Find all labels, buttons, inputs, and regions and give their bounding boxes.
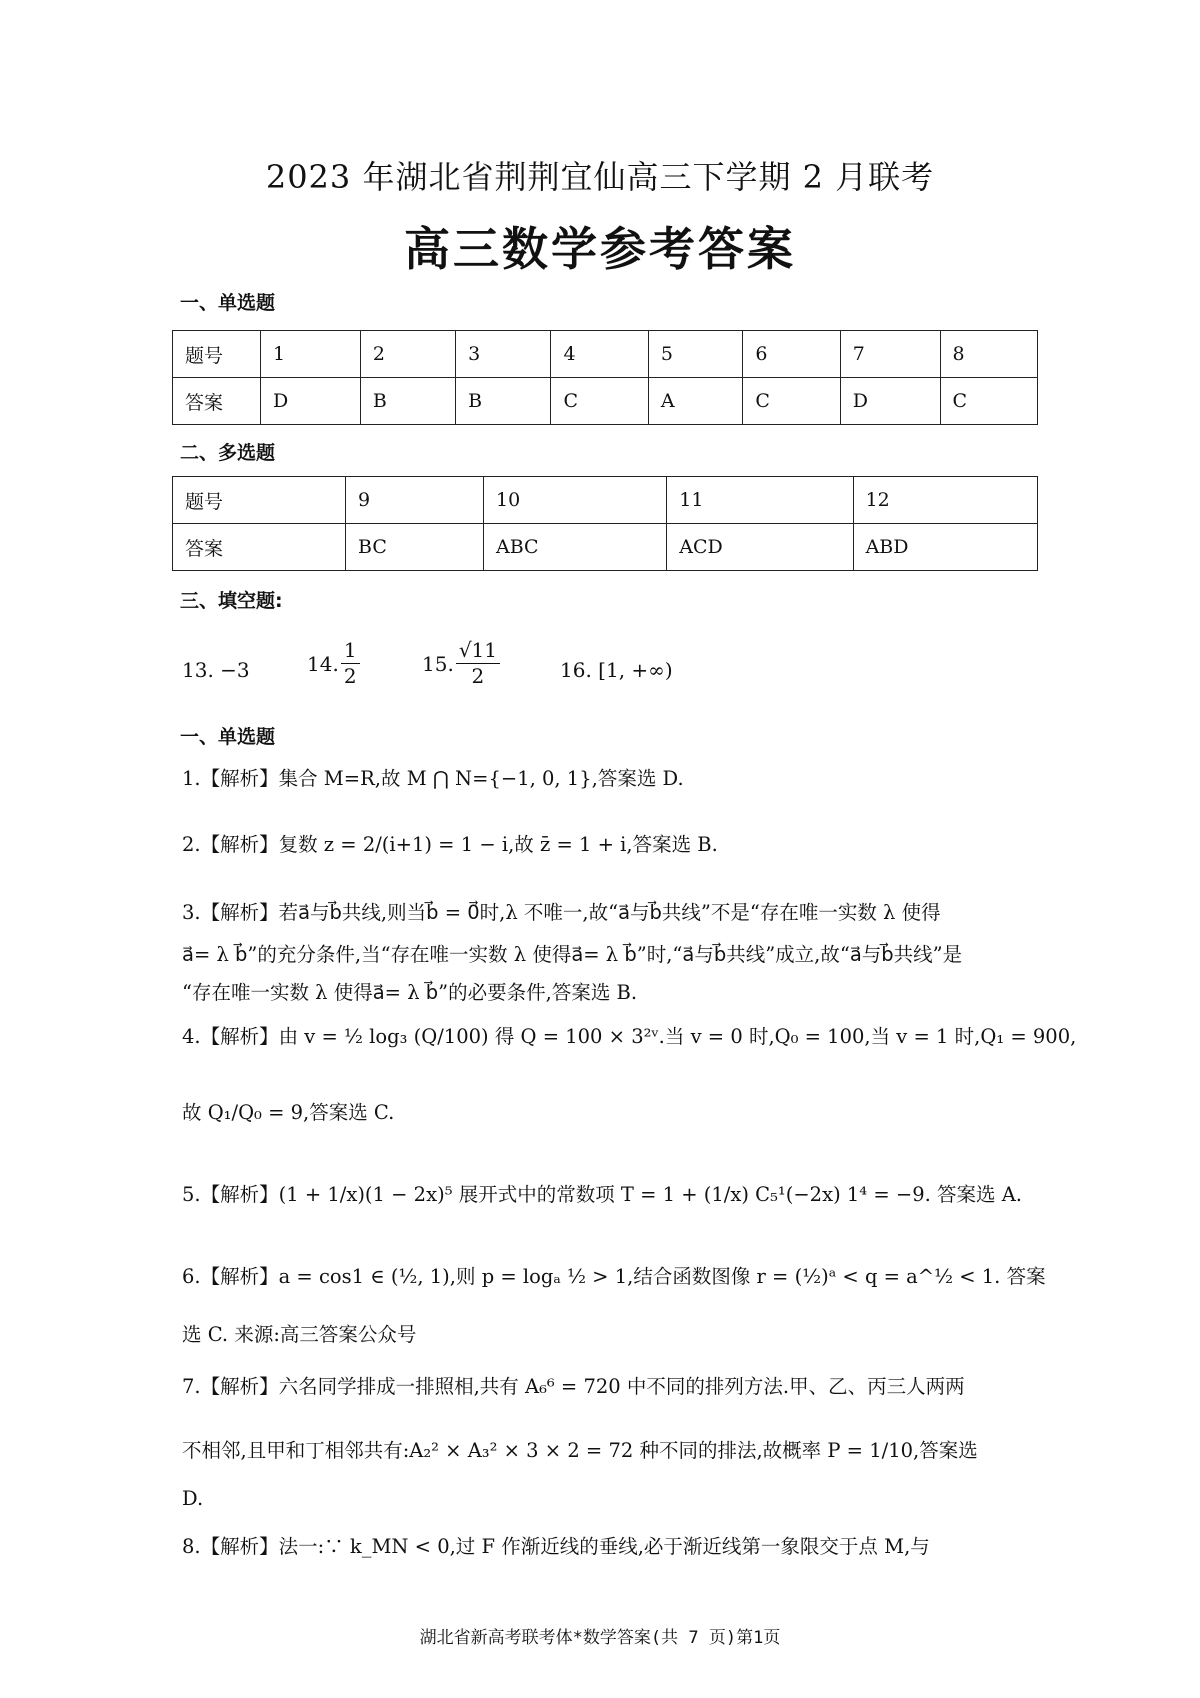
table-cell: 6 (743, 331, 840, 378)
solution-2: 2.【解析】复数 z = 2/(i+1) = 1 − i,故 z̄ = 1 + i,答案选 B. (182, 833, 718, 856)
table-cell: C (940, 378, 1037, 425)
row-label: 答案 (173, 378, 261, 425)
page-footer: 湖北省新高考联考体*数学答案(共 7 页)第1页 (419, 1628, 781, 1648)
table-cell: 8 (940, 331, 1037, 378)
solution-7-line-3: D. (182, 1487, 204, 1510)
multi-choice-table (172, 476, 1038, 571)
question-number: 15. (422, 651, 454, 676)
solution-5: 5.【解析】(1 + 1/x)(1 − 2x)⁵ 展开式中的常数项 T = 1 + (1/x) C₅¹(−2x) 1⁴ = −9. 答案选 A. (182, 1183, 1022, 1206)
table-cell: C (743, 378, 840, 425)
table-cell: 12 (853, 477, 1037, 524)
solution-8: 8.【解析】法一:∵ k_MN < 0,过 F 作渐近线的垂线,必于渐近线第一象限交于点 M,与 (182, 1535, 930, 1558)
solution-3-line-2: a⃗= λ b⃗”的充分条件,当“存在唯一实数 λ 使得a⃗= λ b⃗”时,“a⃗与b⃗共线”成立,故“a⃗与b⃗共线”是 (182, 943, 963, 966)
table-cell: ACD (667, 524, 853, 571)
section-heading-multi: 二、多选题 (180, 442, 276, 464)
row-label: 题号 (173, 331, 261, 378)
table-cell: 2 (360, 331, 455, 378)
fraction (456, 638, 500, 689)
solution-6-line-1: 6.【解析】a = cos1 ∈ (½, 1),则 p = logₐ ½ > 1,结合函数图像 r = (½)ᵃ < q = a^½ < 1. 答案 (182, 1265, 1046, 1288)
numerator: √11 (456, 638, 500, 664)
table-cell: 5 (648, 331, 743, 378)
table-cell: A (648, 378, 743, 425)
question-number: 14. (307, 651, 339, 676)
single-choice-table (172, 330, 1038, 425)
table-cell: BC (346, 524, 484, 571)
row-label: 答案 (173, 524, 346, 571)
table-cell: B (360, 378, 455, 425)
fraction (341, 638, 360, 689)
document-title: 高三数学参考答案 (404, 222, 796, 276)
table-cell: 1 (261, 331, 361, 378)
denominator: 2 (343, 664, 357, 688)
table-cell: 7 (840, 331, 940, 378)
table-cell: B (456, 378, 551, 425)
table-cell: 10 (484, 477, 667, 524)
solution-4-line-1: 4.【解析】由 v = ½ log₃ (Q/100) 得 Q = 100 × 3²ᵛ.当 v = 0 时,Q₀ = 100,当 v = 1 时,Q₁ = 900, (182, 1025, 1077, 1048)
table-row (173, 331, 1038, 378)
table-cell: ABD (853, 524, 1037, 571)
fill-answer-14 (307, 638, 362, 689)
denominator: 2 (471, 664, 485, 688)
section-heading-single: 一、单选题 (180, 292, 276, 314)
table-row (173, 524, 1038, 571)
section-heading-fill: 三、填空题: (180, 590, 283, 612)
fill-answer-15 (422, 638, 502, 689)
section-heading-single-solutions: 一、单选题 (180, 726, 276, 748)
table-cell: 3 (456, 331, 551, 378)
solution-7-line-2: 不相邻,且甲和丁相邻共有:A₂² × A₃² × 3 × 2 = 72 种不同的排法,故概率 P = 1/10,答案选 (182, 1439, 978, 1462)
fill-answer-16: 16. [1, +∞) (560, 658, 673, 682)
solution-7-line-1: 7.【解析】六名同学排成一排照相,共有 A₆⁶ = 720 中不同的排列方法.甲、乙、丙三人两两 (182, 1375, 965, 1398)
table-cell: ABC (484, 524, 667, 571)
solution-6-line-2: 选 C. 来源:高三答案公众号 (182, 1323, 417, 1346)
solution-3-line-3: “存在唯一实数 λ 使得a⃗= λ b⃗”的必要条件,答案选 B. (182, 981, 638, 1004)
numerator: 1 (341, 638, 360, 664)
table-cell: 9 (346, 477, 484, 524)
table-cell: 4 (551, 331, 648, 378)
row-label: 题号 (173, 477, 346, 524)
solution-4-line-2: 故 Q₁/Q₀ = 9,答案选 C. (182, 1101, 395, 1124)
table-cell: D (840, 378, 940, 425)
table-cell: D (261, 378, 361, 425)
solution-1: 1.【解析】集合 M=R,故 M ⋂ N={−1, 0, 1},答案选 D. (182, 767, 684, 790)
table-row (173, 477, 1038, 524)
table-cell: 11 (667, 477, 853, 524)
table-cell: C (551, 378, 648, 425)
solution-3-line-1: 3.【解析】若a⃗与b⃗共线,则当b⃗ = 0⃗时,λ 不唯一,故“a⃗与b⃗共线”不是“存在唯一实数 λ 使得 (182, 901, 941, 924)
fill-answer-13: 13. −3 (182, 658, 250, 682)
exam-title: 2023 年湖北省荆荆宜仙高三下学期 2 月联考 (265, 158, 935, 196)
table-row (173, 378, 1038, 425)
